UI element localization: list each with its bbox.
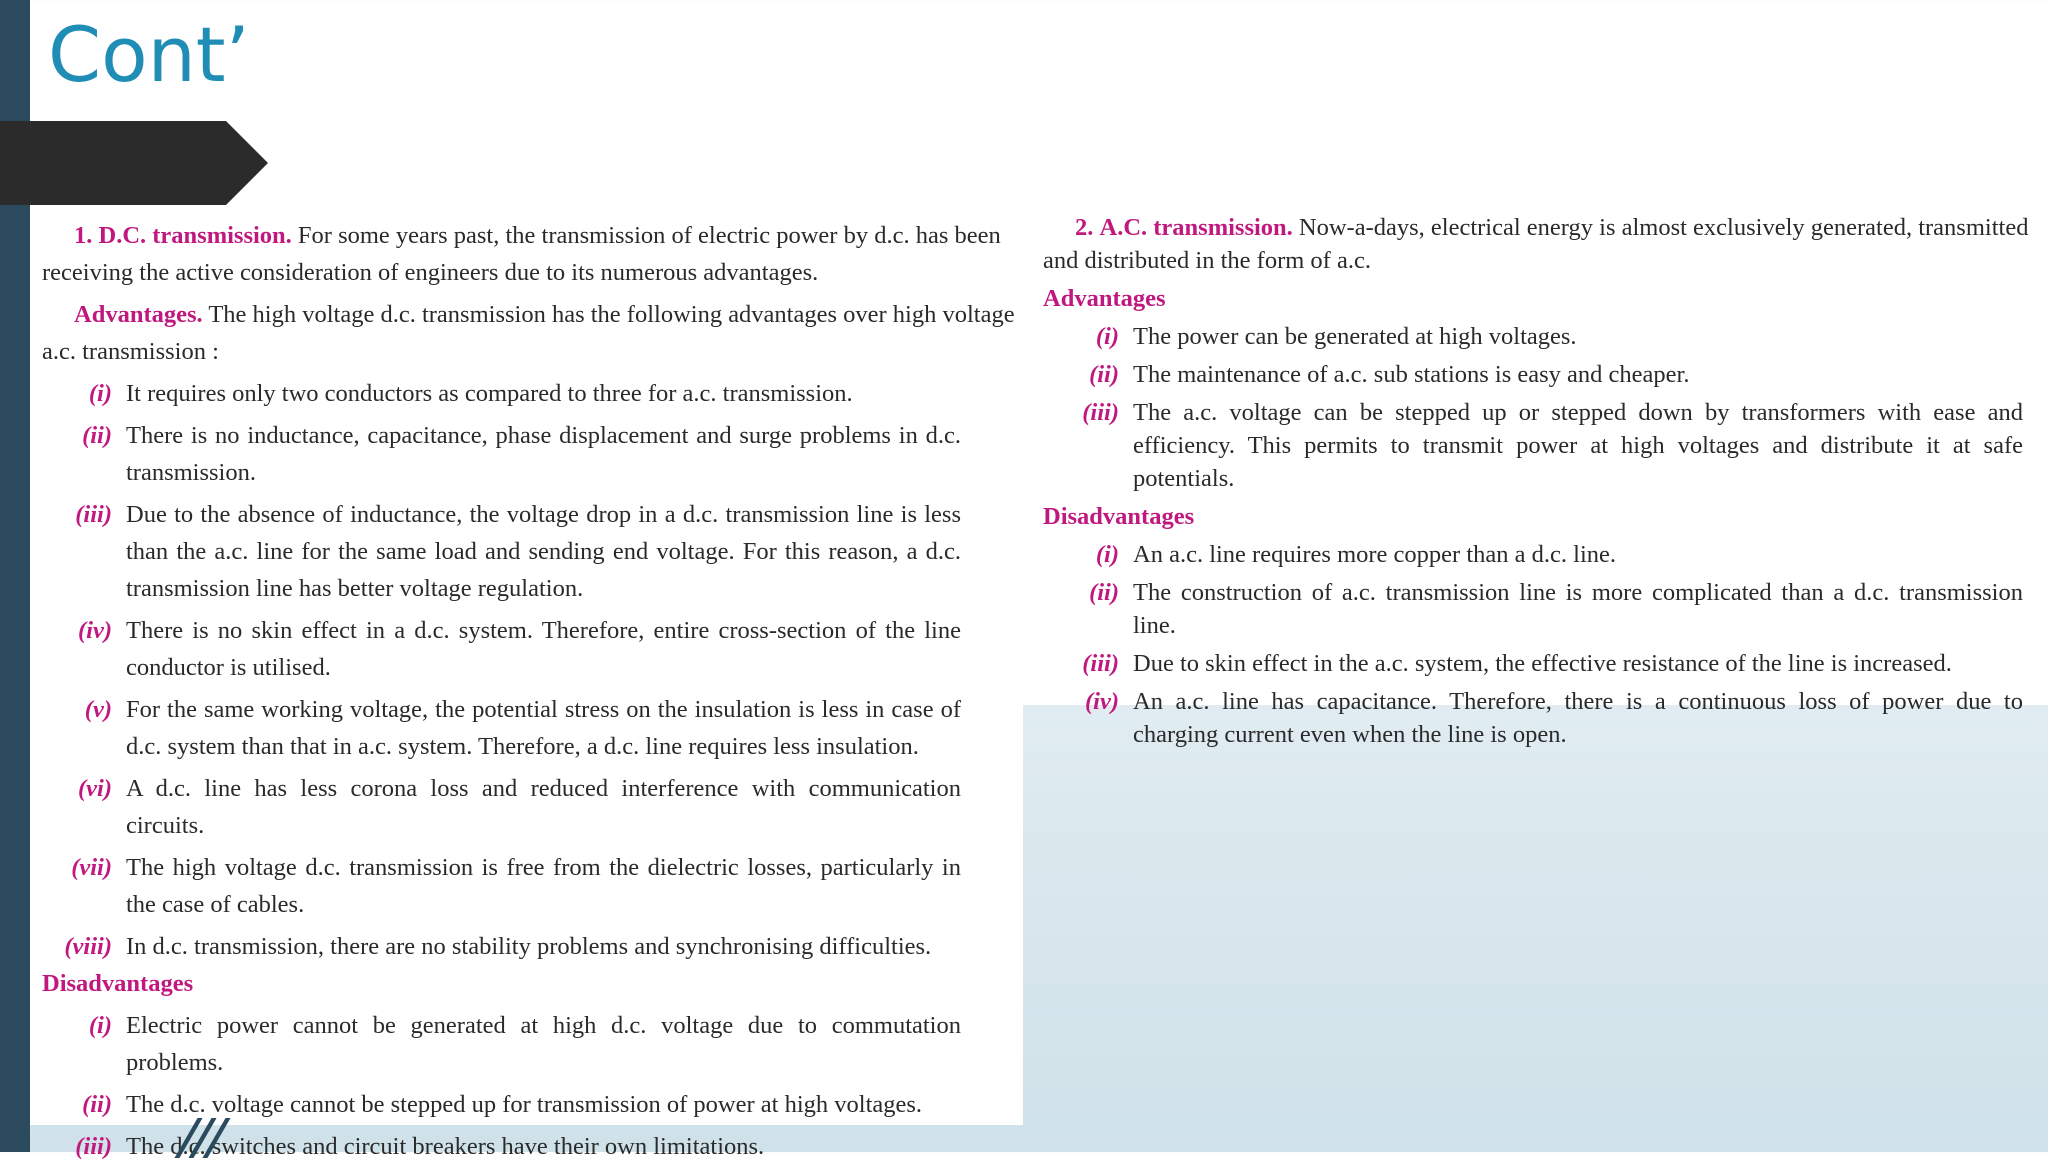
item-text: The d.c. switches and circuit breakers have their own limitations. <box>126 1133 765 1160</box>
ac-section-number: 2. <box>1075 214 1094 241</box>
dc-advantages-text: The high voltage d.c. transmission has the following advantages over high voltage a.c. transmission : <box>42 301 1015 365</box>
item-number: (i) <box>88 380 112 407</box>
item-number: (iii) <box>1082 399 1119 426</box>
slide-title: Cont’ <box>48 10 250 99</box>
dc-disadvantages-heading: Disadvantages <box>42 970 194 997</box>
ac-advantage-item <box>1043 358 2048 391</box>
dc-advantage-item <box>42 928 1023 965</box>
dc-section-number: 1. <box>74 222 93 249</box>
item-number: (i) <box>1095 541 1119 568</box>
dc-transmission-excerpt <box>30 205 1023 1160</box>
dc-section-heading: D.C. transmission. <box>98 222 292 249</box>
dc-advantage-item <box>42 417 1023 491</box>
ac-disadvantages-heading: Disadvantages <box>1043 503 1195 530</box>
item-text: The d.c. voltage cannot be stepped up for transmission of power at high voltages. <box>126 1091 923 1118</box>
item-number: (ii) <box>1089 361 1119 388</box>
item-number: (iii) <box>75 1133 112 1160</box>
item-text: There is no skin effect in a d.c. system. Therefore, entire cross-section of the line conductor is utilised. <box>126 617 961 681</box>
item-number: (i) <box>1095 323 1119 350</box>
item-text: An a.c. line requires more copper than a d.c. line. <box>1133 541 1617 568</box>
item-number: (iv) <box>78 617 112 644</box>
dc-intro-paragraph <box>42 217 1023 291</box>
item-number: (viii) <box>64 933 112 960</box>
item-text: For the same working voltage, the potential stress on the insulation is less in case of d.c. system than that in a.c. system. Therefore, a d.c. line requires less insulation. <box>126 696 961 760</box>
ac-section-heading: A.C. transmission. <box>1099 214 1293 241</box>
dc-advantage-item <box>42 612 1023 686</box>
item-text: A d.c. line has less corona loss and reduced interference with communication circuits. <box>126 775 961 839</box>
dc-disadvantage-item <box>42 1007 1023 1081</box>
ac-advantages-heading: Advantages <box>1043 285 1166 312</box>
ac-advantage-item <box>1043 320 2048 353</box>
ac-advantage-item <box>1043 396 2048 495</box>
item-text: Due to skin effect in the a.c. system, the effective resistance of the line is increased. <box>1133 650 1952 677</box>
ac-section-text: Now-a-days, electrical energy is almost exclusively generated, transmitted and distributed in the form of a.c. <box>1043 214 2029 274</box>
item-number: (vi) <box>78 775 112 802</box>
dc-advantage-item <box>42 770 1023 844</box>
item-number: (ii) <box>82 422 112 449</box>
item-text: It requires only two conductors as compared to three for a.c. transmission. <box>126 380 853 407</box>
ac-disadvantage-item <box>1043 647 2048 680</box>
arrow-banner-shape <box>0 121 268 205</box>
item-text: The construction of a.c. transmission line is more complicated than a d.c. transmission line. <box>1133 579 2023 639</box>
ac-disadvantages-heading-row <box>1043 500 2048 533</box>
dc-advantage-item <box>42 691 1023 765</box>
item-number: (iii) <box>75 501 112 528</box>
item-text: In d.c. transmission, there are no stability problems and synchronising difficulties. <box>126 933 932 960</box>
item-text: The maintenance of a.c. sub stations is easy and cheaper. <box>1133 361 1690 388</box>
item-text: The high voltage d.c. transmission is free from the dielectric losses, particularly in the case of cables. <box>126 854 961 918</box>
item-number: (iv) <box>1085 688 1119 715</box>
ac-intro-paragraph <box>1043 211 2048 277</box>
item-number: (ii) <box>1089 579 1119 606</box>
item-number: (ii) <box>82 1091 112 1118</box>
item-text: There is no inductance, capacitance, phase displacement and surge problems in d.c. transmission. <box>126 422 961 486</box>
item-number: (i) <box>88 1012 112 1039</box>
dc-disadvantage-item <box>42 1086 1023 1123</box>
item-number: (v) <box>84 696 112 723</box>
dc-advantage-item <box>42 375 1023 412</box>
ac-disadvantage-item <box>1043 538 2048 571</box>
item-text: The a.c. voltage can be stepped up or stepped down by transformers with ease and efficiency. This permits to transmit power at high voltages and distribute it at safe potentials. <box>1133 399 2023 492</box>
item-text: The power can be generated at high voltages. <box>1133 323 1577 350</box>
item-text: An a.c. line has capacitance. Therefore, there is a continuous loss of power due to charging current even when the line is open. <box>1133 688 2023 748</box>
item-number: (vii) <box>71 854 112 881</box>
dc-section-text: For some years past, the transmission of electric power by d.c. has been receiving the active consideration of engineers due to its numerous advantages. <box>42 222 1001 286</box>
item-number: (iii) <box>1082 650 1119 677</box>
dc-advantages-intro <box>42 296 1023 370</box>
item-text: Due to the absence of inductance, the voltage drop in a d.c. transmission line is less than the a.c. line for the same load and sending end voltage. For this reason, a d.c. transmission line has better voltage regulation. <box>126 501 961 602</box>
item-text: Electric power cannot be generated at high d.c. voltage due to commutation problems. <box>126 1012 961 1076</box>
dc-disadvantages-heading-row <box>42 965 1023 1002</box>
ac-disadvantage-item <box>1043 576 2048 642</box>
ac-transmission-excerpt <box>1023 205 2048 748</box>
dc-advantage-item <box>42 496 1023 607</box>
ac-advantages-heading-row <box>1043 282 2048 315</box>
dc-advantage-item <box>42 849 1023 923</box>
dc-advantages-heading: Advantages. <box>74 301 203 328</box>
ac-disadvantage-item <box>1043 685 2048 751</box>
